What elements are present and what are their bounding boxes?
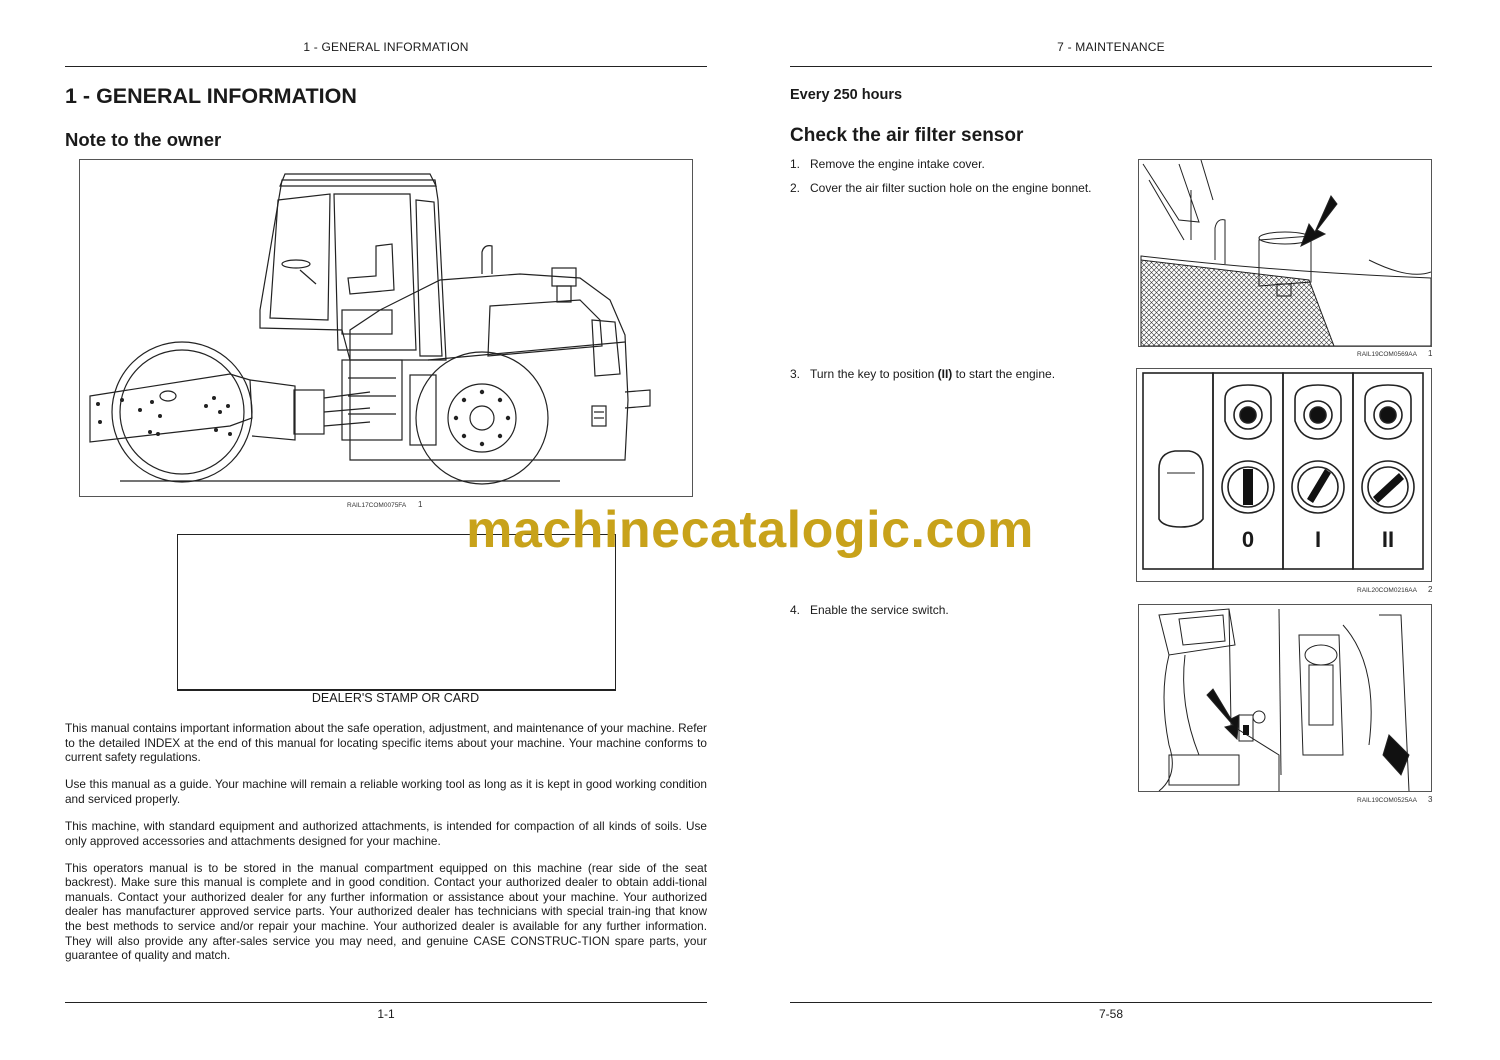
key-position-label: I [1314,527,1322,552]
key-position-label: 0 [1241,527,1255,552]
step-item [790,367,1055,381]
step-number: 1. [790,157,801,171]
page-number: 7-58 [1098,1007,1124,1021]
air-filter-figure [1138,159,1432,347]
paragraph: This manual contains important information about the safe operation, adjustment, and maintenance of your machine. Refer to the detailed INDEX at the end of this manual for locating specific items about your machine. Your machine conforms to current safety regulations. [65,721,707,765]
paragraph: This machine, with standard equipment and authorized attachments, is intended for compaction of all kinds of soils. Use only approved accessories and attachments designed for your machine. [65,818,707,848]
step-number: 3. [790,367,801,381]
watermark: machinecatalogic.com [466,501,1034,559]
paragraph: This operators manual is to be stored in the manual compartment equipped on this machine (rear side of the seat backrest). Make sure this manual is complete and in good condition. Contact your authorized dealer to obtain addi-tional manuals. Contact your authorized dealer for any further information or assistance about your machine. Your authorized dealer has manufacturer approved service parts. Your authorized dealer has technicians with special train-ing that know the best methods to service and/or repair your machine. Your authorized dealer is available for any further information. They will also provide any after-sales service you may need, and genuine CASE CONSTRUC-TION spare parts, your guarantee of quality and match. [65,860,707,963]
body-text [65,721,707,975]
figure-number: 1 [418,500,423,509]
roller-compactor-figure [79,159,693,497]
step-text: Turn the key to position [810,367,938,381]
running-head: 7 - MAINTENANCE [1057,40,1165,54]
roller-compactor-illustration [80,160,692,496]
figure-reference-code: RAIL19COM0525AA [1357,797,1417,804]
step-item [790,181,1092,195]
service-switch-figure [1138,604,1432,792]
chapter-title: 1 - GENERAL INFORMATION [65,84,357,108]
key-position-label: II [1381,527,1395,552]
footer-rule [65,1002,707,1003]
figure-number: 1 [1428,349,1433,358]
figure-number: 2 [1428,585,1433,594]
header-rule [65,66,707,67]
figure-reference-code: RAIL20COM0216AA [1357,587,1417,594]
step-text: Enable the service switch. [810,603,949,617]
step-number: 2. [790,181,801,195]
header-rule [790,66,1432,67]
step-number: 4. [790,603,801,617]
step-text: Cover the air filter suction hole on the engine bonnet. [810,181,1092,195]
page-number: 1-1 [377,1007,395,1021]
section-title: Note to the owner [65,129,222,150]
maintenance-interval: Every 250 hours [790,87,903,103]
figure-reference-code: RAIL19COM0569AA [1357,351,1417,358]
footer-rule [790,1002,1432,1003]
air-filter-illustration [1139,160,1431,346]
service-switch-illustration [1139,605,1431,791]
dealer-stamp-caption: DEALER'S STAMP OR CARD [311,691,480,705]
figure-reference-code: RAIL17COM0075FA [347,502,407,509]
step-text: to start the engine. [952,367,1056,381]
figure-number: 3 [1428,795,1433,804]
step-text: Remove the engine intake cover. [810,157,985,171]
section-title: Check the air filter sensor [790,125,1024,146]
step-item [790,603,949,617]
running-head: 1 - GENERAL INFORMATION [303,40,469,54]
key-position-label: (II) [937,367,953,381]
paragraph: Use this manual as a guide. Your machine will remain a reliable working tool as long as it is kept in good working condition and serviced properly. [65,777,707,806]
step-item [790,157,985,171]
